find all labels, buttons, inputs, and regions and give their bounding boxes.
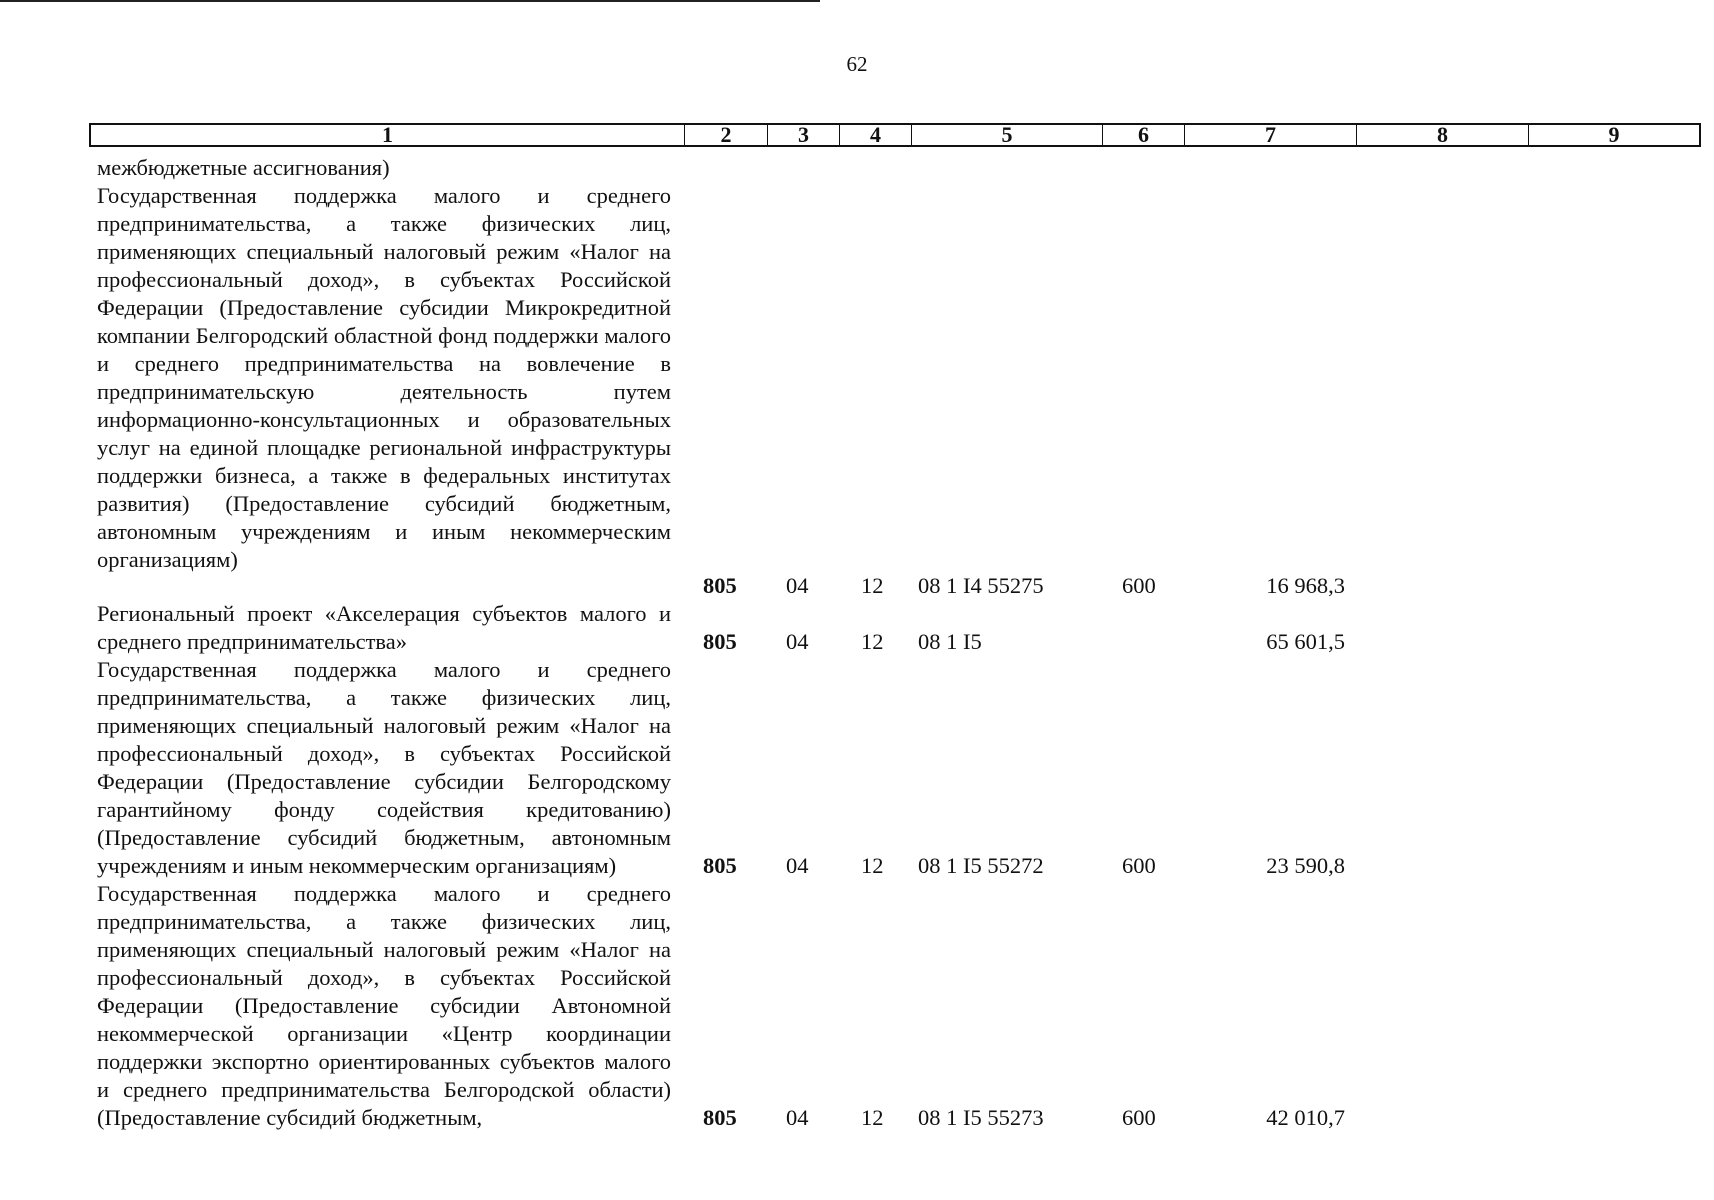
cell-col6: 600 <box>1122 1105 1156 1130</box>
row-description: Государственная поддержка малого и среднего предпринимательства, а также физических лиц, применяющих специальный налоговый режим «Налог на профессиональный доход», в субъектах Российской Федерации (Предоставление субсидии Автономной некоммерческой организации «Центр координации поддержки экспортно ориентированных субъектов малого и среднего предпринимательства Белгородской области) (Предоставление субсидий бюджетным, <box>97 881 671 1130</box>
cell-col2: 805 <box>703 853 737 878</box>
cell-col3: 04 <box>786 629 809 654</box>
cell-col7: 16 968,3 <box>1266 573 1345 598</box>
header-col-8: 8 <box>1356 125 1528 145</box>
cell-col3: 04 <box>786 853 809 878</box>
header-col-3: 3 <box>767 125 839 145</box>
cell-col5: 08 1 I5 <box>918 629 982 654</box>
page-number: 62 <box>846 52 868 76</box>
cell-col4: 12 <box>861 853 884 878</box>
header-col-5: 5 <box>911 125 1102 145</box>
header-col-7: 7 <box>1184 125 1356 145</box>
cell-col5: 08 1 I5 55272 <box>918 853 1044 878</box>
cell-col6: 600 <box>1122 573 1156 598</box>
cell-col5: 08 1 I5 55273 <box>918 1105 1044 1130</box>
header-col-2: 2 <box>684 125 767 145</box>
row-description: Государственная поддержка малого и среднего предпринимательства, а также физических лиц, применяющих специальный налоговый режим «Налог на профессиональный доход», в субъектах Российской Федерации (Предоставление субсидии Белгородскому гарантийному фонду содействия кредитованию) (Предоставление субсидий бюджетным, автономным учреждениям и иным некоммерческим организациям) <box>97 657 671 878</box>
table-header-row <box>89 123 1701 147</box>
cell-col3: 04 <box>786 1105 809 1130</box>
header-col-6: 6 <box>1102 125 1184 145</box>
cell-col4: 12 <box>861 1105 884 1130</box>
cell-col6: 600 <box>1122 853 1156 878</box>
header-col-9: 9 <box>1528 125 1699 145</box>
cell-col4: 12 <box>861 629 884 654</box>
row-description: Государственная поддержка малого и среднего предпринимательства, а также физических лиц, применяющих специальный налоговый режим «Налог на профессиональный доход», в субъектах Российской Федерации (Предоставление субсидии Микрокредитной компании Белгородский областной фонд поддержки малого и среднего предпринимательства на вовлечение в предпринимательскую деятельность путем информационно-консультационных и образовательных услуг на единой площадке региональной инфраструктуры поддержки бизнеса, а также в федеральных институтах развития) (Предоставление субсидий бюджетным, автономным учреждениям и иным некоммерческим организациям) <box>97 183 671 572</box>
cell-col7: 65 601,5 <box>1266 629 1345 654</box>
header-col-1: 1 <box>382 122 393 147</box>
cell-col2: 805 <box>703 573 737 598</box>
cell-col3: 04 <box>786 573 809 598</box>
row-description: межбюджетные ассигнования) <box>97 155 390 180</box>
cell-col4: 12 <box>861 573 884 598</box>
cell-col7: 42 010,7 <box>1266 1105 1345 1130</box>
header-col-4: 4 <box>839 125 911 145</box>
row-description: Региональный проект «Акселерация субъектов малого и среднего предпринимательства» <box>97 601 671 654</box>
cell-col5: 08 1 I4 55275 <box>918 573 1044 598</box>
scan-top-border <box>0 0 820 2</box>
cell-col7: 23 590,8 <box>1266 853 1345 878</box>
cell-col2: 805 <box>703 1105 737 1130</box>
cell-col2: 805 <box>703 629 737 654</box>
